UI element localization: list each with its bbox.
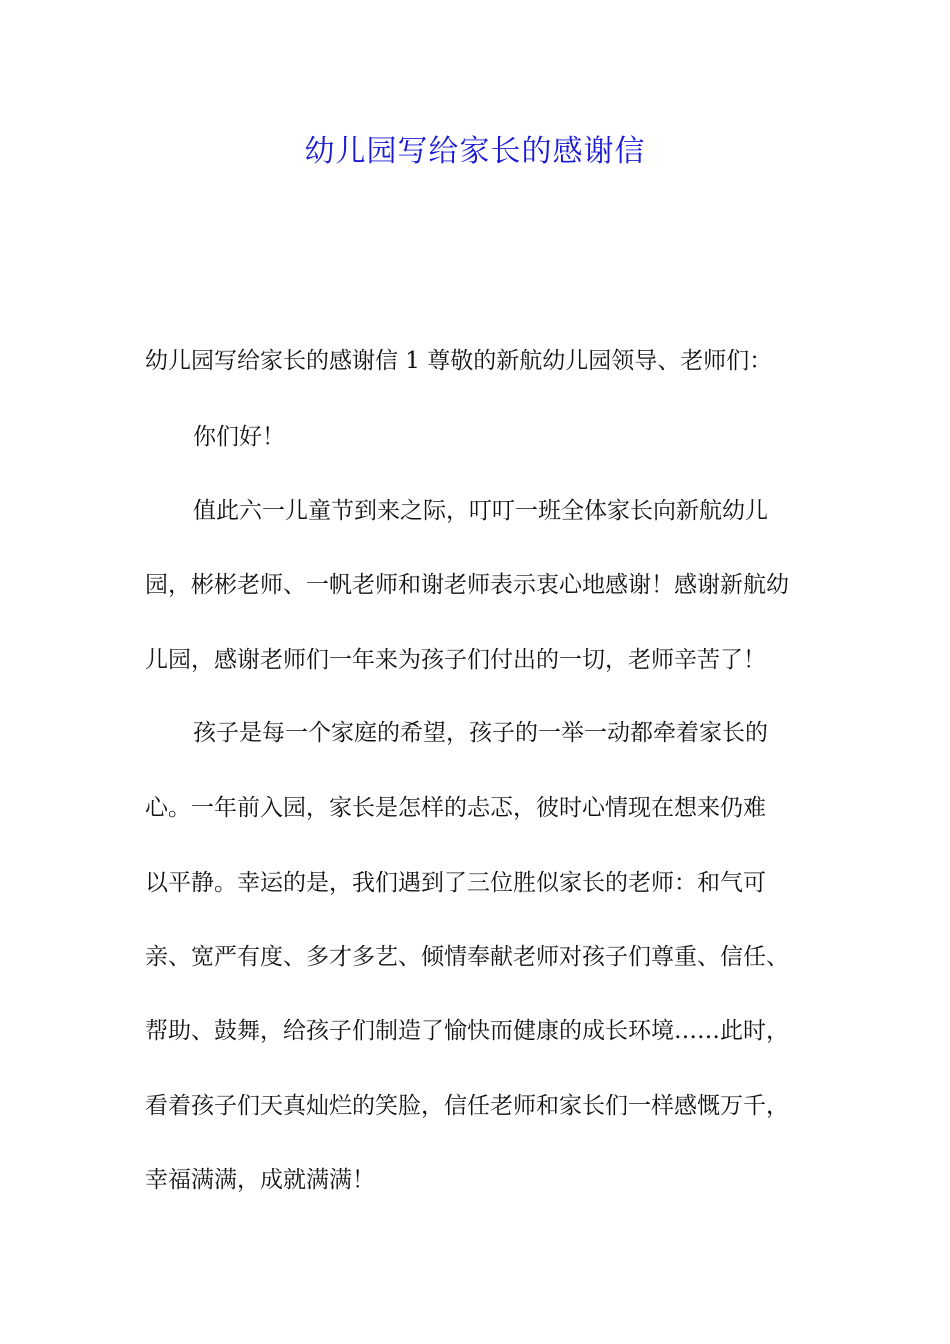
body-line: 帮助、鼓舞，给孩子们制造了愉快而健康的成长环境……此时， — [145, 1018, 789, 1044]
body-line-salutation: 幼儿园写给家长的感谢信 1 尊敬的新航幼儿园领导、老师们： — [145, 348, 773, 374]
body-line: 值此六一儿童节到来之际，叮叮一班全体家长向新航幼儿 — [193, 498, 768, 524]
body-line-greeting: 你们好！ — [193, 424, 285, 450]
body-line: 以平静。幸运的是，我们遇到了三位胜似家长的老师：和气可 — [145, 870, 766, 896]
body-line: 儿园，感谢老师们一年来为孩子们付出的一切，老师辛苦了！ — [145, 647, 766, 673]
body-line: 孩子是每一个家庭的希望，孩子的一举一动都牵着家长的 — [193, 720, 768, 746]
body-line: 心。一年前入园，家长是怎样的忐忑，彼时心情现在想来仍难 — [145, 795, 766, 821]
body-line: 园，彬彬老师、一帆老师和谢老师表示衷心地感谢！感谢新航幼 — [145, 572, 789, 598]
body-line: 亲、宽严有度、多才多艺、倾情奉献老师对孩子们尊重、信任、 — [145, 944, 789, 970]
body-line: 幸福满满，成就满满！ — [145, 1167, 375, 1193]
document-title: 幼儿园写给家长的感谢信 — [304, 134, 646, 169]
body-line: 看着孩子们天真灿烂的笑脸，信任老师和家长们一样感慨万千， — [145, 1093, 789, 1119]
